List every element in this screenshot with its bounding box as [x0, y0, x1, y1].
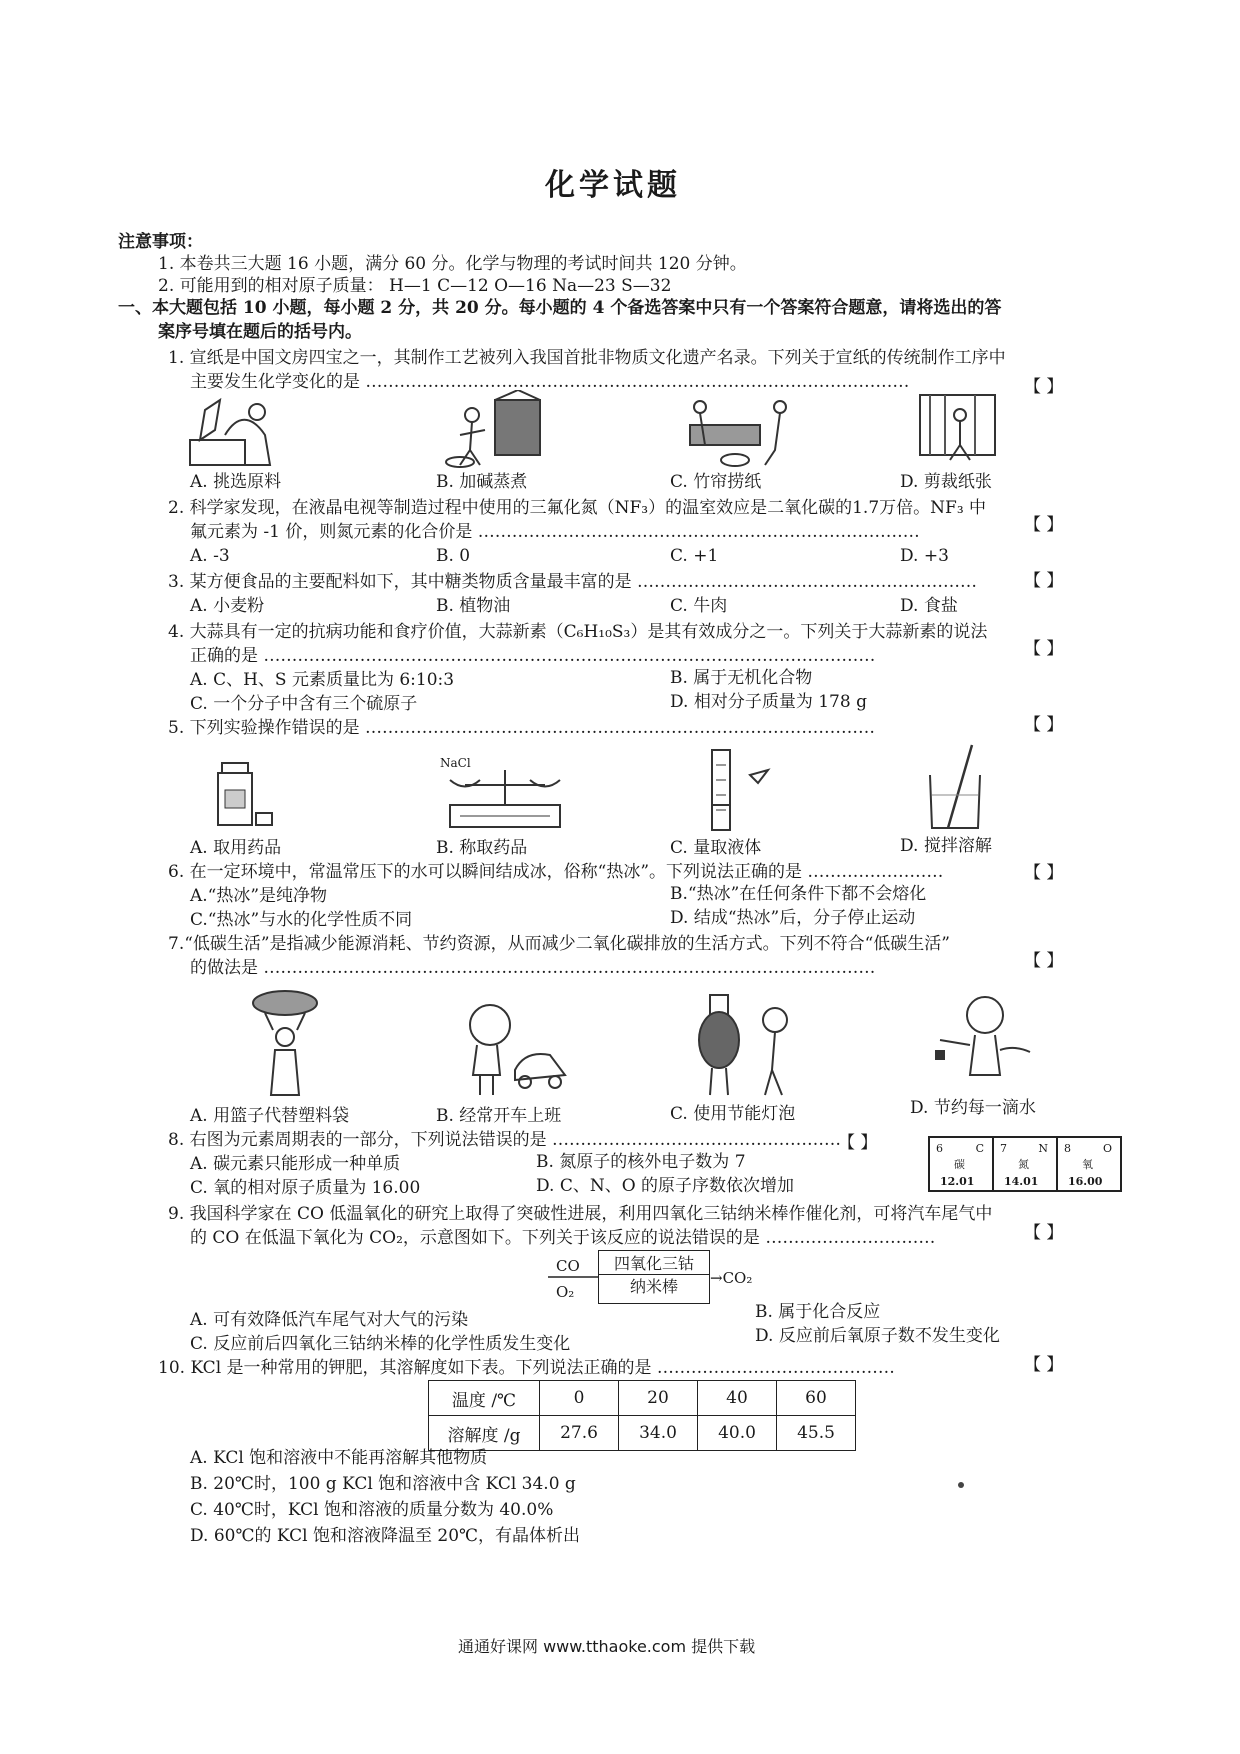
q1-answer-bracket[interactable]: 【 】: [1024, 377, 1064, 397]
element-symbol: O: [1102, 1142, 1112, 1155]
q10-option-c: C. 40℃时，KCl 饱和溶液的质量分数为 40.0%: [190, 1500, 554, 1520]
q2-option-b: B. 0: [436, 546, 471, 566]
q1-figure-b: [440, 390, 550, 470]
table-cell: 溶解度 /g: [429, 1416, 540, 1451]
q4-option-c: C. 一个分子中含有三个硫原子: [190, 694, 418, 714]
q6-answer-bracket[interactable]: 【 】: [1024, 863, 1064, 883]
q3-option-a: A. 小麦粉: [190, 596, 265, 616]
q4-stem-2: 正确的是 ………………………………………………………………………………………………: [190, 646, 876, 666]
table-row: [429, 1381, 856, 1416]
q9-stem-2: 的 CO 在低温下氧化为 CO₂，示意图如下。下列关于该反应的说法错误的是 …………………………: [190, 1228, 936, 1248]
q4-option-b: B. 属于无机化合物: [670, 668, 813, 688]
reactant-o2: O₂: [556, 1283, 575, 1301]
element-mass: 16.00: [1068, 1175, 1103, 1188]
table-cell: 60: [777, 1381, 856, 1416]
q4-answer-bracket[interactable]: 【 】: [1024, 639, 1064, 659]
q1-figure-a: [185, 390, 285, 470]
q6-stem: 6. 在一定环境中，常温常压下的水可以瞬间结成冰，俗称“热冰”。下列说法正确的是 ……………………: [168, 862, 944, 882]
q1-stem-2: 主要发生化学变化的是 ……………………………………………………………………………………: [190, 372, 910, 392]
q1-figure-d: [915, 390, 1000, 470]
q2-stem-2: 氟元素为 -1 价，则氮元素的化合价是 ……………………………………………………………………: [190, 522, 920, 542]
element-cell-nitrogen: [992, 1136, 1058, 1192]
element-symbol: C: [975, 1142, 984, 1155]
q5-option-b: B. 称取药品: [436, 838, 528, 858]
q8-option-d: D. C、N、O 的原子序数依次增加: [536, 1176, 795, 1196]
q5-option-d: D. 搅拌溶解: [900, 836, 992, 856]
q6-option-c: C.“热冰”与水的化学性质不同: [190, 910, 413, 930]
q5-figure-a: [210, 755, 280, 830]
element-cell-oxygen: [1056, 1136, 1122, 1192]
q2-stem: 2. 科学家发现，在液晶电视等制造过程中使用的三氟化氮（NF₃）的温室效应是二氧化碳的1.7万倍。NF₃ 中: [168, 498, 987, 518]
q10-option-a: A. KCl 饱和溶液中不能再溶解其他物质: [190, 1448, 488, 1468]
q7-answer-bracket[interactable]: 【 】: [1024, 951, 1064, 971]
reactant-co: CO: [556, 1257, 580, 1275]
catalyst-box: [598, 1250, 710, 1304]
q2-option-c: C. +1: [670, 546, 719, 566]
table-cell: 0: [540, 1381, 619, 1416]
table-cell: 40.0: [698, 1416, 777, 1451]
q3-option-b: B. 植物油: [436, 596, 511, 616]
q7-option-c: C. 使用节能灯泡: [670, 1104, 796, 1124]
q5-figure-b: [440, 765, 570, 835]
kcl-solubility-table: [428, 1380, 856, 1451]
q9-option-c: C. 反应前后四氧化三钴纳米棒的化学性质发生变化: [190, 1334, 571, 1354]
q4-option-d: D. 相对分子质量为 178 g: [670, 692, 867, 712]
element-number: 6: [936, 1142, 943, 1155]
page-title: 化学试题: [545, 168, 681, 203]
q6-option-a: A.“热冰”是纯净物: [190, 886, 328, 906]
section-1-instructions: 一、本大题包括 10 小题，每小题 2 分，共 20 分。每小题的 4 个备选答案中只有一个答案符合题意，请将选出的答: [118, 298, 1002, 318]
q5-stem: 5. 下列实验操作错误的是 ………………………………………………………………………………: [168, 718, 876, 738]
element-number: 8: [1064, 1142, 1071, 1155]
reactant-arrow: [548, 1274, 598, 1280]
q1-figure-c: [670, 395, 810, 470]
q3-option-d: D. 食盐: [900, 596, 958, 616]
element-name: 碳: [954, 1158, 965, 1171]
catalyst-label-2: 纳米棒: [599, 1274, 709, 1297]
q2-answer-bracket[interactable]: 【 】: [1024, 515, 1064, 535]
notes-heading: 注意事项：: [118, 232, 203, 252]
q7-option-a: A. 用篮子代替塑料袋: [190, 1106, 350, 1126]
q6-option-d: D. 结成“热冰”后，分子停止运动: [670, 908, 916, 928]
q1-stem: 1. 宣纸是中国文房四宝之一，其制作工艺被列入我国首批非物质文化遗产名录。下列关于宣纸的传统制作工序中: [168, 348, 1006, 368]
table-row: [429, 1416, 856, 1451]
q3-stem: 3. 某方便食品的主要配料如下，其中糖类物质含量最丰富的是 ……………………………………………………: [168, 572, 978, 592]
q9-option-d: D. 反应前后氧原子数不发生变化: [755, 1326, 1000, 1346]
q2-option-a: A. -3: [190, 546, 230, 566]
q9-option-a: A. 可有效降低汽车尾气对大气的污染: [190, 1310, 469, 1330]
q7-figure-a: [245, 985, 325, 1100]
q8-option-b: B. 氮原子的核外电子数为 7: [536, 1152, 746, 1172]
table-cell: 45.5: [777, 1416, 856, 1451]
q7-option-b: B. 经常开车上班: [436, 1106, 562, 1126]
q5-answer-bracket[interactable]: 【 】: [1024, 715, 1064, 735]
product-co2: →CO₂: [710, 1269, 753, 1287]
element-number: 7: [1000, 1142, 1007, 1155]
element-name: 氮: [1018, 1158, 1029, 1171]
q1-option-b: B. 加碱蒸煮: [436, 472, 528, 492]
q7-stem-2: 的做法是 ………………………………………………………………………………………………: [190, 958, 876, 978]
q4-option-a: A. C、H、S 元素质量比为 6:10:3: [190, 670, 455, 690]
q10-answer-bracket[interactable]: 【 】: [1024, 1355, 1064, 1375]
section-1-instructions-2: 案序号填在题后的括号内。: [158, 322, 362, 342]
q3-option-c: C. 牛肉: [670, 596, 728, 616]
catalyst-label-1: 四氧化三钴: [613, 1254, 694, 1273]
element-symbol: N: [1038, 1142, 1048, 1155]
q4-stem: 4. 大蒜具有一定的抗病功能和食疗价值，大蒜新素（C₆H₁₀S₃）是其有效成分之一。下列关于大蒜新素的说法: [168, 622, 988, 642]
q2-option-d: D. +3: [900, 546, 949, 566]
q10-option-d: D. 60℃的 KCl 饱和溶液降温至 20℃，有晶体析出: [190, 1526, 581, 1546]
table-cell: 40: [698, 1381, 777, 1416]
table-cell: 温度 /℃: [429, 1381, 540, 1416]
q9-stem: 9. 我国科学家在 CO 低温氧化的研究上取得了突破性进展，利用四氧化三钴纳米棒作催化剂，可将汽车尾气中: [168, 1204, 993, 1224]
table-cell: 27.6: [540, 1416, 619, 1451]
q9-answer-bracket[interactable]: 【 】: [1024, 1223, 1064, 1243]
q7-figure-c: [690, 990, 800, 1100]
q5-figure-d: [920, 740, 990, 835]
table-cell: 20: [619, 1381, 698, 1416]
q1-option-c: C. 竹帘捞纸: [670, 472, 762, 492]
q10-stem: 10. KCl 是一种常用的钾肥，其溶解度如下表。下列说法正确的是 ……………………………………: [158, 1358, 895, 1378]
q8-answer-bracket[interactable]: 【 】: [838, 1133, 878, 1153]
q9-option-b: B. 属于化合反应: [755, 1302, 881, 1322]
q3-answer-bracket[interactable]: 【 】: [1024, 571, 1064, 591]
q5-option-a: A. 取用药品: [190, 838, 282, 858]
q8-option-c: C. 氧的相对原子质量为 16.00: [190, 1178, 421, 1198]
q7-option-d: D. 节约每一滴水: [910, 1098, 1036, 1118]
q5-figure-c: [700, 745, 780, 835]
q5-option-c: C. 量取液体: [670, 838, 762, 858]
element-mass: 12.01: [940, 1175, 975, 1188]
q7-stem: 7.“低碳生活”是指减少能源消耗、节约资源，从而减少二氧化碳排放的生活方式。下列不符合“低碳生活”: [168, 934, 950, 954]
note-2: 2. 可能用到的相对原子质量： H—1 C—12 O—16 Na—23 S—32: [158, 276, 672, 296]
footer-source: 通通好课网 www.tthaoke.com 提供下载: [458, 1637, 756, 1656]
table-cell: 34.0: [619, 1416, 698, 1451]
q8-stem: 8. 右图为元素周期表的一部分，下列说法错误的是 ……………………………………………: [168, 1130, 842, 1150]
q10-option-b: B. 20℃时，100 g KCl 饱和溶液中含 KCl 34.0 g: [190, 1474, 576, 1494]
q6-option-b: B.“热冰”在任何条件下都不会熔化: [670, 884, 927, 904]
q1-option-d: D. 剪裁纸张: [900, 472, 992, 492]
note-1: 1. 本卷共三大题 16 小题，满分 60 分。化学与物理的考试时间共 120 分钟。: [158, 254, 747, 274]
q7-figure-b: [455, 1000, 575, 1100]
element-name: 氧: [1082, 1158, 1093, 1171]
element-cell-carbon: [928, 1136, 994, 1192]
scan-speck: [958, 1482, 964, 1488]
q8-option-a: A. 碳元素只能形成一种单质: [190, 1154, 401, 1174]
q7-figure-d: [925, 990, 1035, 1090]
q5-figure-label: NaCl: [440, 756, 471, 770]
q1-option-a: A. 挑选原料: [190, 472, 282, 492]
element-mass: 14.01: [1004, 1175, 1039, 1188]
